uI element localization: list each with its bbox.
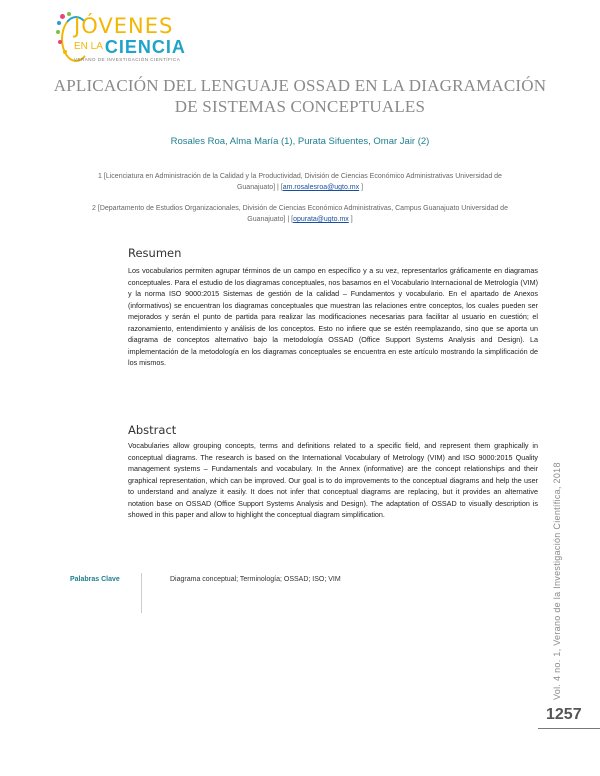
affiliation-1-end: ] bbox=[361, 184, 364, 191]
journal-logo bbox=[56, 12, 186, 66]
resumen-heading: Resumen bbox=[128, 246, 182, 260]
keywords-label: Palabras Clave bbox=[70, 576, 120, 583]
affiliation-2 bbox=[85, 203, 515, 225]
logo-text-line2 bbox=[74, 37, 186, 58]
affiliation-2-number: 2 bbox=[92, 205, 96, 212]
logo-text-line1: JÓVENES bbox=[74, 14, 174, 38]
page-number: 1257 bbox=[546, 706, 582, 723]
resumen-body: Los vocabularios permiten agrupar términos de un campo en específico y a su vez, representarlos gráficamente en diagramas conceptuales. Para el estudio de los diagramas conceptuales, nos basamos en el Vocabulario Internacional de Metrología (VIM) y la norma ISO 9000:2015 Sistemas de gestión de la calidad – Fundamentos y vocabulario. En el apartado de Anexos (informativos) se encuentran los diagramas conceptuales que muestran las relaciones entre conceptos, los cuales pueden ser mejorados y serán el punto de partida para realizar las modificaciones necesarias para facilitar al usuario en cuestión; el razonamiento, entendimiento y análisis de los conceptos. Esto no infiere que se estén reemplazando, sino que se aporta un diagrama de conceptos alternativo bajo la metodología OSSAD (Office Support Systems Analysis and Design). La implementación de la metodología en los diagramas conceptuales se encuentra en este artículo mostrando la simplificación de los mismos. bbox=[128, 266, 538, 367]
affiliation-2-end: ] bbox=[350, 216, 353, 223]
authors: Rosales Roa, Alma María (1), Purata Sifuentes, Omar Jair (2) bbox=[170, 136, 430, 147]
affiliation-2-text: [Departamento de Estudios Organizacionales, División de Ciencias Económico Administrativas, Campus Guanajuato Universidad de Guanajuato] | [ bbox=[97, 205, 508, 223]
affiliation-1-text: [Licenciatura en Administración de la Calidad y la Productividad, División de Ciencias Económico Administrativas Universidad de Guanajuato] | [ bbox=[103, 173, 502, 191]
logo-subtitle: VERANO DE INVESTIGACIÓN CIENTÍFICA bbox=[74, 57, 181, 62]
keywords-divider bbox=[141, 573, 142, 613]
abstract-heading: Abstract bbox=[128, 423, 177, 437]
volume-side-text: Vol. 4 no. 1, Verano de la Investigación Científica, 2018 bbox=[552, 462, 562, 700]
affiliation-1-number: 1 bbox=[98, 173, 102, 180]
affiliation-2-email-link[interactable]: opurata@ugto.mx bbox=[293, 216, 349, 223]
affiliation-1-email-link[interactable]: am.rosalesroa@ugto.mx bbox=[282, 184, 360, 191]
page-number-rule bbox=[538, 728, 600, 729]
logo-text-big: CIENCIA bbox=[104, 37, 186, 57]
affiliation-1 bbox=[85, 171, 515, 193]
logo-text-small: EN LA bbox=[74, 41, 103, 52]
keywords-text: Diagrama conceptual; Terminología; OSSAD; ISO; VIM bbox=[170, 576, 341, 583]
paper-title: APLICACIÓN DEL LENGUAJE OSSAD EN LA DIAGRAMACIÓN DE SISTEMAS CONCEPTUALES bbox=[53, 76, 547, 116]
abstract-body: Vocabularies allow grouping concepts, terms and definitions related to a specific field, and represent them graphically in conceptual diagrams. The research is based on the International Vocabulary of Metrology (VIM) and ISO 9000:2015 Quality management systems – Fundamentals and vocabulary. In the Annex (informative) are the concept relationships and their graphical representation, which can be improved. Our goal is to do improvements to the conceptual diagrams and help the user to understand and analyze it easily. It does not infer that conceptual diagrams are replacing, but it provides an alternative notation base on OSSAD (Office Support Systems Analysis and Design). The adaptation of OSSAD to visually description is showed in this paper and allow to highlight the conceptual diagram simplification. bbox=[128, 441, 538, 519]
